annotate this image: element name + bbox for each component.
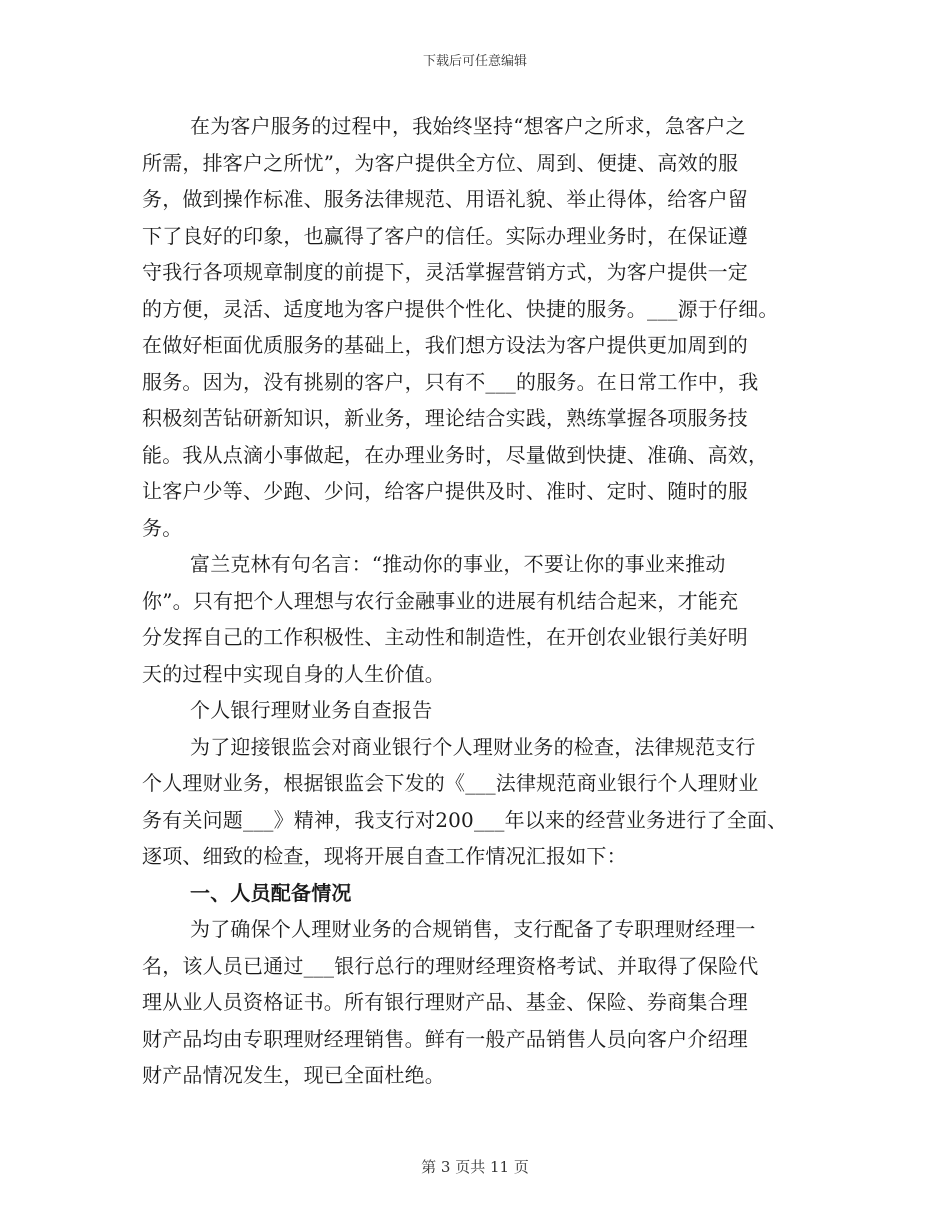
page-header: 下载后可任意编辑 (422, 54, 527, 69)
text-line: 能。我从点滴小事做起，在办理业务时，尽量做到快捷、准确、高效， (142, 442, 769, 467)
section-heading: 一、人员配备情况 (190, 880, 352, 905)
text-line: 个人银行理财业务自查报告 (190, 698, 433, 722)
text-line: 服务。因为，没有挑剔的客户，只有不___的服务。在日常工作中，我 (142, 369, 759, 394)
text-line: 下了良好的印象，也赢得了客户的信任。实际办理业务时，在保证遵 (142, 223, 748, 248)
text-line: 务。 (142, 515, 183, 540)
page-footer: 第 3 页共 11 页 (421, 1158, 529, 1176)
text-line: 守我行各项规章制度的前提下，灵活掌握营销方式，为客户提供一定 (142, 260, 748, 284)
document-body (142, 108, 822, 1094)
text-line: 在做好柜面优质服务的基础上，我们想方设法为客户提供更加周到的 (142, 333, 748, 357)
text-line: 让客户少等、少跑、少问，给客户提供及时、准时、定时、随时的服 (142, 479, 748, 503)
text-line: 的方便，灵活、适度地为客户提供个性化、快捷的服务。___源于仔细。 (142, 296, 779, 321)
text-line: 分发挥自己的工作积极性、主动性和制造性，在开创农业银行美好明 (142, 625, 748, 649)
text-line: 理从业人员资格证书。所有银行理财产品、基金、保险、券商集合理 (142, 990, 748, 1014)
text-line: 名，该人员已通过___银行总行的理财经理资格考试、并取得了保险代 (142, 953, 759, 978)
text-line: 务有关问题___》精神，我支行对200___年以来的经营业务进行了全面、 (142, 807, 788, 832)
text-line: 财产品情况发生，现已全面杜绝。 (142, 1063, 445, 1087)
text-line: 天的过程中实现自身的人生价值。 (142, 661, 445, 686)
text-line: 个人理财业务，根据银监会下发的《___法律规范商业银行个人理财业 (142, 771, 759, 795)
text-line: 为了迎接银监会对商业银行个人理财业务的检查，法律规范支行 (190, 734, 756, 759)
text-line: 所需，排客户之所忧”，为客户提供全方位、周到、便捷、高效的服 (142, 150, 739, 175)
text-line: 逐项、细致的检查，现将开展自查工作情况汇报如下： (142, 844, 627, 868)
text-line: 你”。只有把个人理想与农行金融事业的进展有机结合起来，才能充 (142, 588, 739, 613)
text-line: 务，做到操作标准、服务法律规范、用语礼貌、举止得体，给客户留 (142, 187, 748, 211)
text-line: 为了确保个人理财业务的合规销售，支行配备了专职理财经理一 (190, 917, 756, 941)
text-line: 财产品均由专职理财经理销售。鲜有一般产品销售人员向客户介绍理 (142, 1026, 748, 1051)
text-line: 富兰克林有句名言：“推动你的事业，不要让你的事业来推动 (190, 552, 726, 576)
text-line: 积极刻苦钻研新知识，新业务，理论结合实践，熟练掌握各项服务技 (142, 406, 748, 430)
text-line: 在为客户服务的过程中，我始终坚持“想客户之所求，急客户之 (190, 114, 746, 138)
